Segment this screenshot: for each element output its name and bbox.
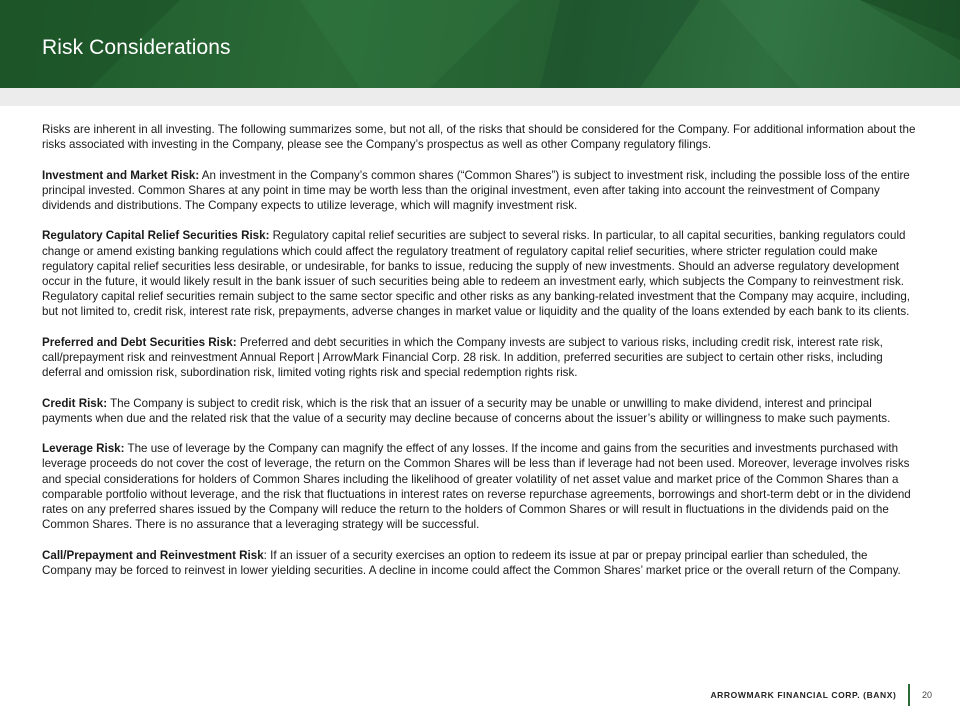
header-banner — [0, 0, 960, 88]
risk-credit — [42, 396, 918, 426]
footer-divider — [908, 684, 910, 706]
risk-heading: Investment and Market Risk: — [42, 168, 200, 182]
risk-body: An investment in the Company’s common shares (“Common Shares”) is subject to investment risk, including the possible loss of the entire principal invested. Common Shares at any point in time may be worth less than the original investment, even after taking into account the reinvestment of Company dividends and distributions. The Company expects to utilize leverage, which will magnify investment risk. — [42, 168, 910, 212]
risk-heading: Call/Prepayment and Reinvestment Risk — [42, 548, 264, 562]
footer — [710, 683, 932, 707]
risk-heading: Credit Risk: — [42, 396, 108, 410]
intro-paragraph: Risks are inherent in all investing. The following summarizes some, but not all, of the risks that should be considered for the Company. For additional information about the risks associated with investing in the Company, please see the Company’s prospectus as well as other Company regulatory filings. — [42, 123, 916, 152]
risk-regulatory-capital — [42, 228, 918, 319]
risk-heading: Regulatory Capital Relief Securities Risk: — [42, 229, 270, 243]
risk-preferred-debt — [42, 335, 918, 381]
risk-body: : If an issuer of a security exercises an option to redeem its issue at par or prepay principal earlier than scheduled, the Company may be forced to reinvest in lower yielding securities. A decline in income could affect the Common Shares’ market price or the overall return of the Company. — [42, 548, 901, 577]
risk-body: The use of leverage by the Company can magnify the effect of any losses. If the income and gains from the securities and investments purchased with leverage proceeds do not cover the cost of leverage, the return on the Common Shares will be less than if leverage had not been used. Moreover, leverage involves risks and special considerations for holders of Common Shares including the likelihood of greater volatility of net asset value and market price of the Common Shares than a comparable portfolio without leverage, and the risk that fluctuations in interest rates on reverse repurchase agreements, borrowings and short-term debt or in the dividend rates on any preferred shares issued by the Company will reduce the return to the holders of Common Shares or will result in fluctuations in the dividends paid on the Common Shares. There is no assurance that a leveraging strategy will be successful. — [42, 442, 911, 532]
risk-leverage — [42, 441, 918, 532]
risk-body: Regulatory capital relief securities are subject to several risks. In particular, to all capital securities, banking regulators could change or amend existing banking regulations which could affect the regulatory treatment of regulatory capital relief securities, where stricter regulation could make regulatory capital relief securities less desirable, or undesirable, for banks to issue, reducing the supply of new investments. Should an adverse regulatory development occur in the future, it would likely result in the bank issuer of such securities being able to redeem an investment early, which subjects the Company to reinvestment risk. Regulatory capital relief securities remain subject to the same sector specific and other risks as any banking-related investment that the Company may acquire, including, but not limited to, credit risk, interest rate risk, prepayments, adverse changes in market value or liquidity and the quality of the loans extended by each bank to its clients. — [42, 229, 911, 319]
risk-investment-market — [42, 168, 918, 214]
risk-content — [42, 122, 918, 593]
risk-heading: Preferred and Debt Securities Risk: — [42, 335, 237, 349]
footer-company-name: ARROWMARK FINANCIAL CORP. (BANX) — [710, 690, 897, 700]
page-title: Risk Considerations — [42, 36, 231, 59]
page-number: 20 — [921, 690, 932, 700]
risk-call-prepayment — [42, 548, 918, 578]
risk-body: The Company is subject to credit risk, which is the risk that an issuer of a security may be unable or unwilling to make dividend, interest and principal payments when due and the related risk that the value of a security may decline because of concerns about the issuer’s ability or willingness to make such payments. — [42, 396, 891, 425]
risk-body: Preferred and debt securities in which the Company invests are subject to various risks, including credit risk, interest rate risk, call/prepayment risk and reinvestment Annual Report | ArrowMark Financial Corp. 28 risk. In addition, preferred securities are subject to certain other risks, including deferral and omission risk, subordination risk, limited voting rights risk and special redemption rights risk. — [42, 335, 883, 380]
risk-heading: Leverage Risk: — [42, 442, 125, 456]
header-divider-strip — [0, 88, 960, 106]
